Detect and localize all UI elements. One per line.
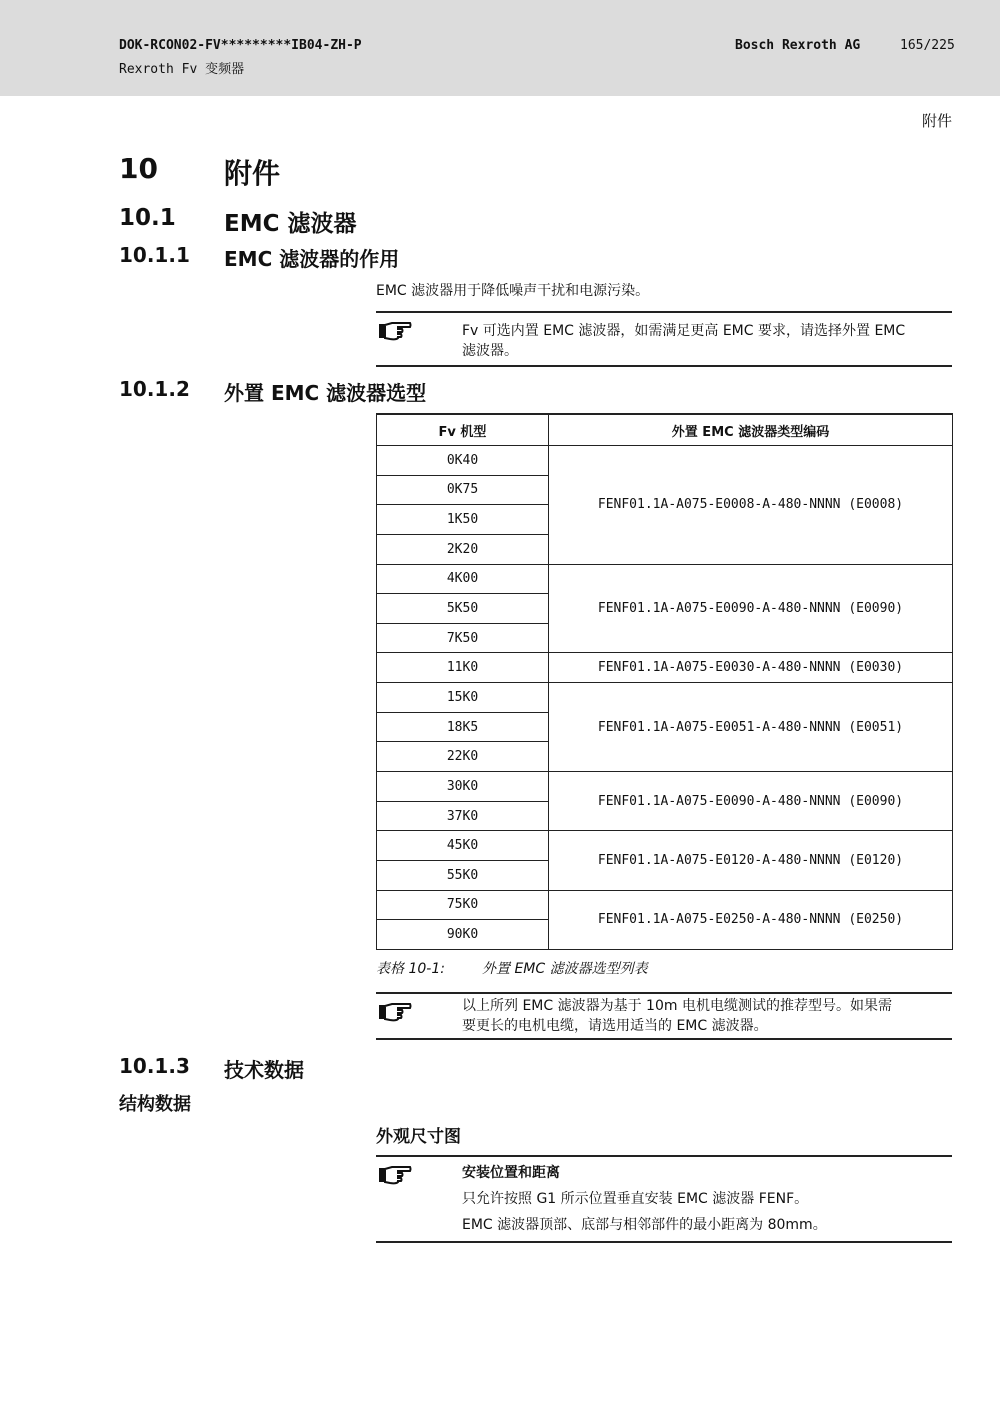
pointing-hand-icon: [378, 1163, 412, 1185]
model-cell: 0K75: [377, 475, 549, 505]
table-row: [377, 683, 953, 713]
company-name: Bosch Rexroth AG: [735, 38, 861, 53]
pointing-hand-icon: [378, 319, 412, 341]
model-cell: 90K0: [377, 920, 549, 950]
model-cell: 5K50: [377, 594, 549, 624]
note-line: EMC 滤波器顶部、底部与相邻部件的最小距离为 80mm。: [462, 1217, 827, 1233]
subsection-title: 技术数据: [224, 1058, 304, 1082]
note-line: Fv 可选内置 EMC 滤波器，如需满足更高 EMC 要求，请选择外置 EMC: [462, 323, 906, 339]
caption-label: 表格 10-1:: [376, 961, 445, 977]
model-cell: 4K00: [377, 564, 549, 594]
table-row: [377, 564, 953, 594]
model-cell: 2K20: [377, 534, 549, 564]
filter-cell: FENF01.1A-A075-E0120-A-480-NNNN (E0120): [549, 831, 953, 890]
note-line: 只允许按照 G1 所示位置垂直安装 EMC 滤波器 FENF。: [462, 1191, 809, 1207]
section-number: 10.1: [119, 205, 176, 231]
column-header-filter: 外置 EMC 滤波器类型编码: [549, 414, 953, 446]
filter-selection-table: [376, 413, 953, 950]
model-cell: 22K0: [377, 742, 549, 772]
chapter-tag: 附件: [921, 112, 952, 130]
model-cell: 30K0: [377, 772, 549, 802]
chapter-number: 10: [119, 152, 158, 185]
note-line: 要更长的电机电缆，请选用适当的 EMC 滤波器。: [462, 1018, 768, 1034]
column-header-model: Fv 机型: [377, 414, 549, 446]
model-cell: 11K0: [377, 653, 549, 683]
subsection-title: 外置 EMC 滤波器选型: [224, 381, 427, 405]
appearance-heading: 外观尺寸图: [376, 1127, 461, 1147]
note-box: [376, 1155, 952, 1243]
subsection-number: 10.1.3: [119, 1054, 190, 1078]
model-cell: 37K0: [377, 801, 549, 831]
paragraph: EMC 滤波器用于降低噪声干扰和电源污染。: [376, 283, 650, 299]
model-cell: 1K50: [377, 505, 549, 535]
subsection-number: 10.1.2: [119, 377, 190, 401]
model-cell: 0K40: [377, 446, 549, 476]
filter-cell: FENF01.1A-A075-E0008-A-480-NNNN (E0008): [549, 446, 953, 565]
pointing-hand-icon: [378, 1000, 412, 1022]
filter-cell: FENF01.1A-A075-E0090-A-480-NNNN (E0090): [549, 772, 953, 831]
structure-data-heading: 结构数据: [119, 1094, 191, 1115]
note-line: 以上所列 EMC 滤波器为基于 10m 电机电缆测试的推荐型号。如果需: [462, 998, 892, 1014]
table-row: [377, 831, 953, 861]
note-title: 安装位置和距离: [462, 1165, 560, 1181]
subsection-number: 10.1.1: [119, 243, 190, 267]
doc-subtitle: Rexroth Fv 变频器: [119, 62, 245, 77]
model-cell: 55K0: [377, 860, 549, 890]
subsection-title: EMC 滤波器的作用: [224, 247, 400, 271]
model-cell: 7K50: [377, 623, 549, 653]
chapter-title: 附件: [224, 157, 281, 190]
filter-cell: FENF01.1A-A075-E0250-A-480-NNNN (E0250): [549, 890, 953, 949]
table-row: [377, 772, 953, 802]
note-box: [376, 311, 952, 367]
page-header: [0, 0, 1000, 96]
model-cell: 15K0: [377, 683, 549, 713]
filter-cell: FENF01.1A-A075-E0051-A-480-NNNN (E0051): [549, 683, 953, 772]
filter-cell: FENF01.1A-A075-E0090-A-480-NNNN (E0090): [549, 564, 953, 653]
section-title: EMC 滤波器: [224, 211, 357, 237]
table-caption: [376, 958, 648, 978]
model-cell: 75K0: [377, 890, 549, 920]
table-row: [377, 890, 953, 920]
page-number: 165/225: [900, 38, 955, 53]
note-box: [376, 992, 952, 1040]
table-row: [377, 653, 953, 683]
caption-title: 外置 EMC 滤波器选型列表: [482, 961, 648, 977]
table-row: [377, 446, 953, 476]
model-cell: 18K5: [377, 712, 549, 742]
model-cell: 45K0: [377, 831, 549, 861]
note-line: 滤波器。: [462, 343, 518, 359]
filter-cell: FENF01.1A-A075-E0030-A-480-NNNN (E0030): [549, 653, 953, 683]
doc-code: DOK-RCON02-FV*********IB04-ZH-P: [119, 38, 362, 53]
